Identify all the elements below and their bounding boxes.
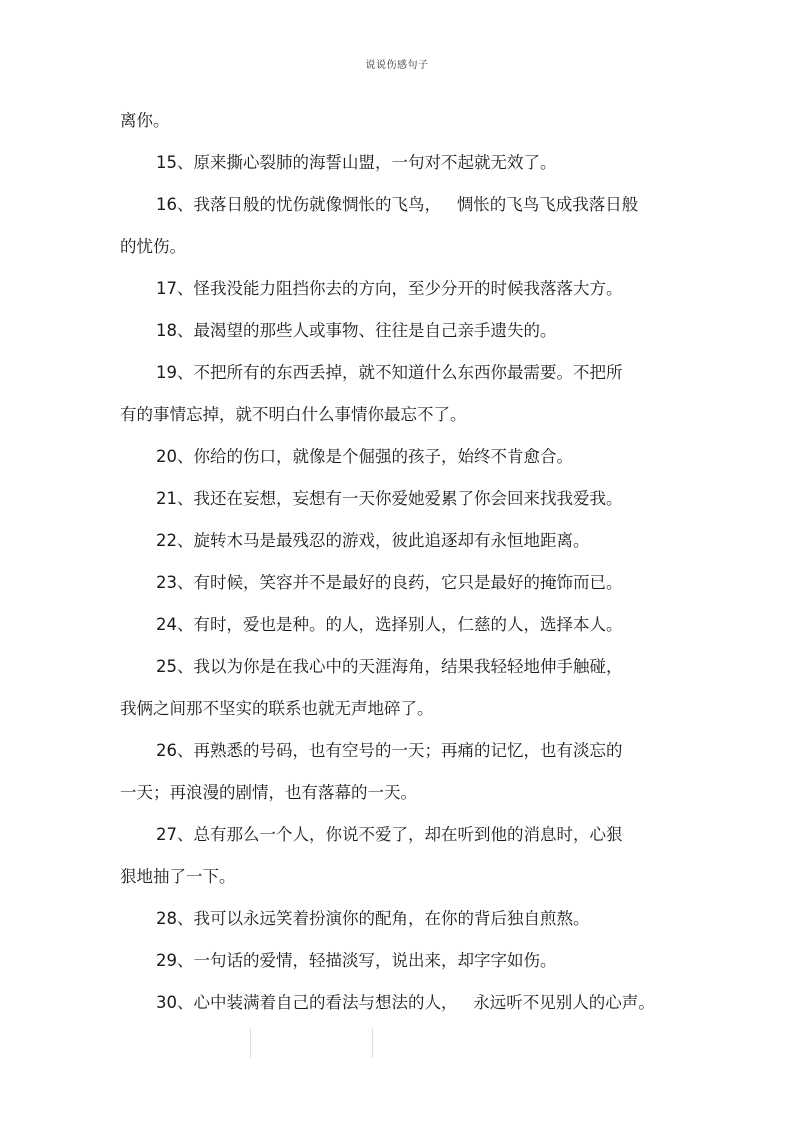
- text-line: 26、再熟悉的号码，也有空号的一天；再痛的记忆，也有淡忘的: [156, 741, 623, 760]
- text-line: 19、不把所有的东西丢掉，就不知道什么东西你最需要。不把所: [156, 363, 623, 382]
- text-line: 17、怪我没能力阻挡你去的方向，至少分开的时候我落落大方。: [156, 279, 623, 298]
- text-line: 28、我可以永远笑着扮演你的配角，在你的背后独自煎熬。: [156, 909, 590, 928]
- text-line: 一天；再浪漫的剧情，也有落幕的一天。: [120, 783, 417, 802]
- text-line: 我俩之间那不坚实的联系也就无声地碎了。: [120, 699, 434, 718]
- text-line: 16、我落日般的忧伤就像惆怅的飞鸟， 惆怅的飞鸟飞成我落日般: [156, 195, 639, 214]
- text-line: 27、总有那么一个人，你说不爱了，却在听到他的消息时，心狠: [156, 825, 623, 844]
- text-line: 20、你给的伤口，就像是个倔强的孩子，始终不肯愈合。: [156, 447, 573, 466]
- text-line: 22、旋转木马是最残忍的游戏，彼此追逐却有永恒地距离。: [156, 531, 590, 550]
- text-line: 离你。: [120, 111, 170, 130]
- text-line: 狠地抽了一下。: [120, 867, 236, 886]
- document-body: [120, 104, 680, 1019]
- text-line: 24、有时，爱也是种。的人，选择别人，仁慈的人，选择本人。: [156, 615, 623, 634]
- text-line: 23、有时候，笑容并不是最好的良药，它只是最好的掩饰而已。: [156, 573, 623, 592]
- page-divider-left: [250, 1028, 251, 1058]
- text-line: 25、我以为你是在我心中的天涯海角，结果我轻轻地伸手触碰，: [156, 657, 623, 676]
- text-line: 18、最渴望的那些人或事物、往往是自己亲手遗失的。: [156, 321, 557, 340]
- text-line: 29、一句话的爱情，轻描淡写，说出来，却字字如伤。: [156, 951, 557, 970]
- text-line: 的忧伤。: [120, 237, 186, 256]
- page-header: 说说伤感句子: [365, 60, 429, 71]
- text-line: 30、心中装满着自己的看法与想法的人， 永远听不见别人的心声。: [156, 993, 655, 1012]
- text-line: 15、原来撕心裂肺的海誓山盟，一句对不起就无效了。: [156, 153, 557, 172]
- text-line: 有的事情忘掉，就不明白什么事情你最忘不了。: [120, 405, 467, 424]
- text-line: 21、我还在妄想，妄想有一天你爱她爱累了你会回来找我爱我。: [156, 489, 623, 508]
- page-divider-right: [372, 1028, 373, 1058]
